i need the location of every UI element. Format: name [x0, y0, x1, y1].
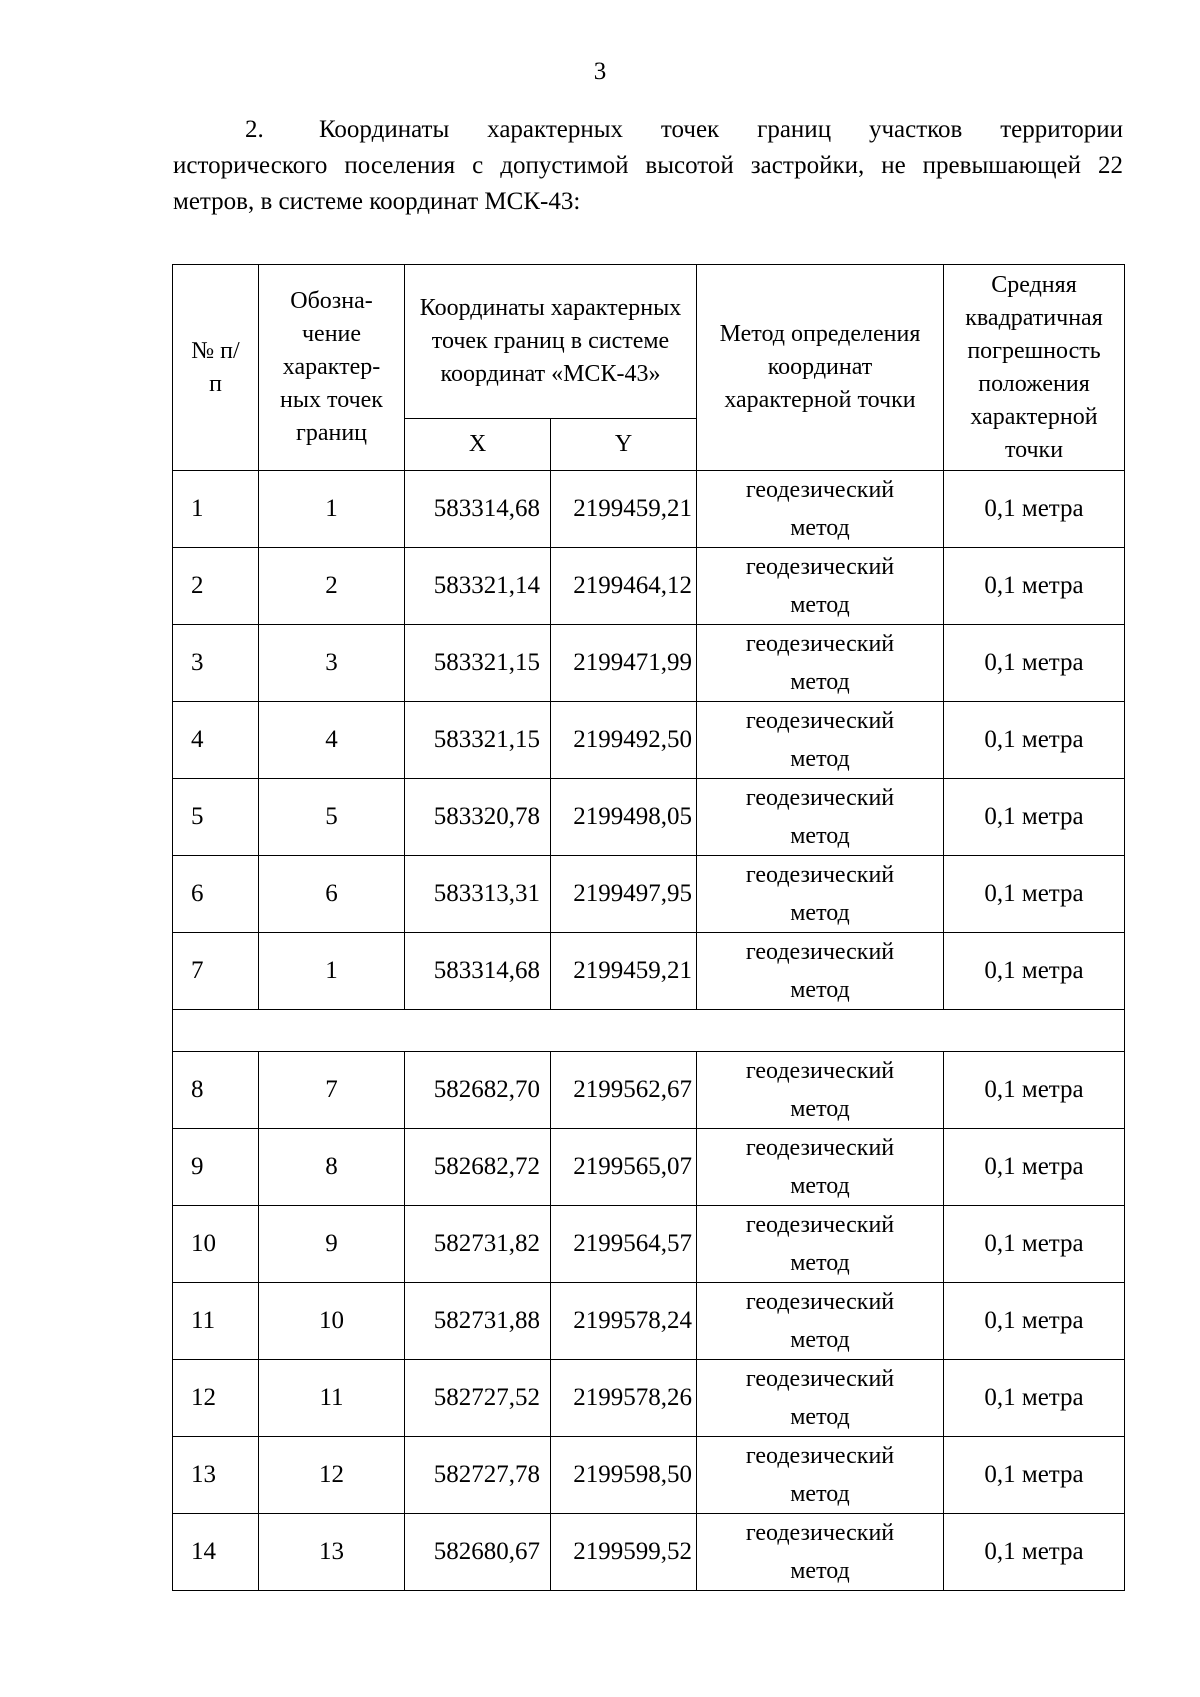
method-text: геодезический метод [745, 1366, 895, 1430]
method-text: геодезический метод [745, 785, 895, 849]
row-number-cell: 2 [173, 548, 259, 625]
method-text: геодезический метод [745, 554, 895, 618]
x-coordinate-cell: 582727,78 [405, 1437, 551, 1514]
page-number: 3 [593, 58, 607, 85]
error-cell: 0,1 метра [944, 1129, 1125, 1206]
row-number-cell: 7 [173, 933, 259, 1010]
error-cell: 0,1 метра [944, 1052, 1125, 1129]
method-cell [697, 779, 944, 856]
method-text: геодезический метод [745, 631, 895, 695]
x-coordinate-cell: 582682,70 [405, 1052, 551, 1129]
method-cell [697, 1283, 944, 1360]
method-cell [697, 856, 944, 933]
method-text: геодезический метод [745, 1135, 895, 1199]
x-coordinate-cell: 583314,68 [405, 471, 551, 548]
point-designation-cell: 1 [259, 933, 405, 1010]
paragraph-number: 2. [245, 116, 264, 143]
y-coordinate-cell: 2199492,50 [551, 702, 697, 779]
table-row [173, 1514, 1125, 1591]
point-designation-cell: 12 [259, 1437, 405, 1514]
error-cell: 0,1 метра [944, 933, 1125, 1010]
row-number-cell: 6 [173, 856, 259, 933]
x-coordinate-cell: 582727,52 [405, 1360, 551, 1437]
group-separator-row [173, 1010, 1125, 1052]
x-coordinate-cell: 582731,82 [405, 1206, 551, 1283]
y-coordinate-cell: 2199562,67 [551, 1052, 697, 1129]
header-x: X [405, 419, 551, 471]
header-designation: Обозна-чение характер-ных точек границ [259, 265, 405, 471]
y-coordinate-cell: 2199498,05 [551, 779, 697, 856]
y-coordinate-cell: 2199564,57 [551, 1206, 697, 1283]
table-row [173, 1206, 1125, 1283]
method-cell [697, 1514, 944, 1591]
error-cell: 0,1 метра [944, 1514, 1125, 1591]
method-text: геодезический метод [745, 708, 895, 772]
paragraph-text: Координаты характерных точек границ участков территории исторического поселения с допустимой высотой застройки, не превышающей 22 метров, в системе координат МСК-43: [173, 116, 1123, 215]
method-cell [697, 1206, 944, 1283]
row-number-cell: 13 [173, 1437, 259, 1514]
x-coordinate-cell: 582731,88 [405, 1283, 551, 1360]
table-row [173, 471, 1125, 548]
x-coordinate-cell: 582682,72 [405, 1129, 551, 1206]
point-designation-cell: 13 [259, 1514, 405, 1591]
y-coordinate-cell: 2199578,26 [551, 1360, 697, 1437]
header-num: № п/п [173, 265, 259, 471]
y-coordinate-cell: 2199459,21 [551, 471, 697, 548]
point-designation-cell: 11 [259, 1360, 405, 1437]
error-cell: 0,1 метра [944, 1360, 1125, 1437]
row-number-cell: 10 [173, 1206, 259, 1283]
row-number-cell: 1 [173, 471, 259, 548]
row-number-cell: 5 [173, 779, 259, 856]
method-text: геодезический метод [745, 1058, 895, 1122]
error-cell: 0,1 метра [944, 702, 1125, 779]
row-number-cell: 3 [173, 625, 259, 702]
row-number-cell: 11 [173, 1283, 259, 1360]
method-text: геодезический метод [745, 862, 895, 926]
error-cell: 0,1 метра [944, 1437, 1125, 1514]
method-text: геодезический метод [745, 1443, 895, 1507]
table-row [173, 779, 1125, 856]
row-number-cell: 14 [173, 1514, 259, 1591]
row-number-cell: 9 [173, 1129, 259, 1206]
y-coordinate-cell: 2199578,24 [551, 1283, 697, 1360]
point-designation-cell: 6 [259, 856, 405, 933]
method-cell [697, 933, 944, 1010]
point-designation-cell: 9 [259, 1206, 405, 1283]
x-coordinate-cell: 583321,15 [405, 625, 551, 702]
row-number-cell: 4 [173, 702, 259, 779]
y-coordinate-cell: 2199459,21 [551, 933, 697, 1010]
x-coordinate-cell: 583321,14 [405, 548, 551, 625]
table-row [173, 933, 1125, 1010]
error-cell: 0,1 метра [944, 625, 1125, 702]
header-error: Средняя квадратичная погрешность положения характерной точки [944, 265, 1125, 471]
error-cell: 0,1 метра [944, 548, 1125, 625]
method-text: геодезический метод [745, 1289, 895, 1353]
y-coordinate-cell: 2199497,95 [551, 856, 697, 933]
table-row [173, 1437, 1125, 1514]
error-cell: 0,1 метра [944, 779, 1125, 856]
method-cell [697, 625, 944, 702]
x-coordinate-cell: 582680,67 [405, 1514, 551, 1591]
y-coordinate-cell: 2199599,52 [551, 1514, 697, 1591]
table-row [173, 1129, 1125, 1206]
table-row [173, 625, 1125, 702]
y-coordinate-cell: 2199598,50 [551, 1437, 697, 1514]
header-y: Y [551, 419, 697, 471]
coordinates-table [172, 264, 1125, 1591]
method-cell [697, 702, 944, 779]
method-cell [697, 1360, 944, 1437]
method-text: геодезический метод [745, 477, 895, 541]
method-cell [697, 1052, 944, 1129]
table-row [173, 856, 1125, 933]
header-coordinates: Координаты характерных точек границ в системе координат «МСК-43» [405, 265, 697, 419]
error-cell: 0,1 метра [944, 1206, 1125, 1283]
point-designation-cell: 2 [259, 548, 405, 625]
point-designation-cell: 10 [259, 1283, 405, 1360]
method-text: геодезический метод [745, 939, 895, 1003]
y-coordinate-cell: 2199565,07 [551, 1129, 697, 1206]
intro-paragraph [173, 112, 1123, 220]
table-row [173, 702, 1125, 779]
error-cell: 0,1 метра [944, 471, 1125, 548]
table-row [173, 1283, 1125, 1360]
table-row [173, 548, 1125, 625]
error-cell: 0,1 метра [944, 856, 1125, 933]
x-coordinate-cell: 583314,68 [405, 933, 551, 1010]
point-designation-cell: 5 [259, 779, 405, 856]
table-row [173, 1360, 1125, 1437]
x-coordinate-cell: 583321,15 [405, 702, 551, 779]
table-row [173, 1052, 1125, 1129]
method-cell [697, 1129, 944, 1206]
y-coordinate-cell: 2199471,99 [551, 625, 697, 702]
method-text: геодезический метод [745, 1520, 895, 1584]
error-cell: 0,1 метра [944, 1283, 1125, 1360]
row-number-cell: 12 [173, 1360, 259, 1437]
point-designation-cell: 7 [259, 1052, 405, 1129]
point-designation-cell: 8 [259, 1129, 405, 1206]
separator-cell [173, 1010, 1125, 1052]
method-cell [697, 471, 944, 548]
x-coordinate-cell: 583320,78 [405, 779, 551, 856]
point-designation-cell: 3 [259, 625, 405, 702]
point-designation-cell: 1 [259, 471, 405, 548]
method-cell [697, 548, 944, 625]
point-designation-cell: 4 [259, 702, 405, 779]
method-text: геодезический метод [745, 1212, 895, 1276]
y-coordinate-cell: 2199464,12 [551, 548, 697, 625]
x-coordinate-cell: 583313,31 [405, 856, 551, 933]
method-cell [697, 1437, 944, 1514]
header-method: Метод определения координат характерной точки [697, 265, 944, 471]
row-number-cell: 8 [173, 1052, 259, 1129]
